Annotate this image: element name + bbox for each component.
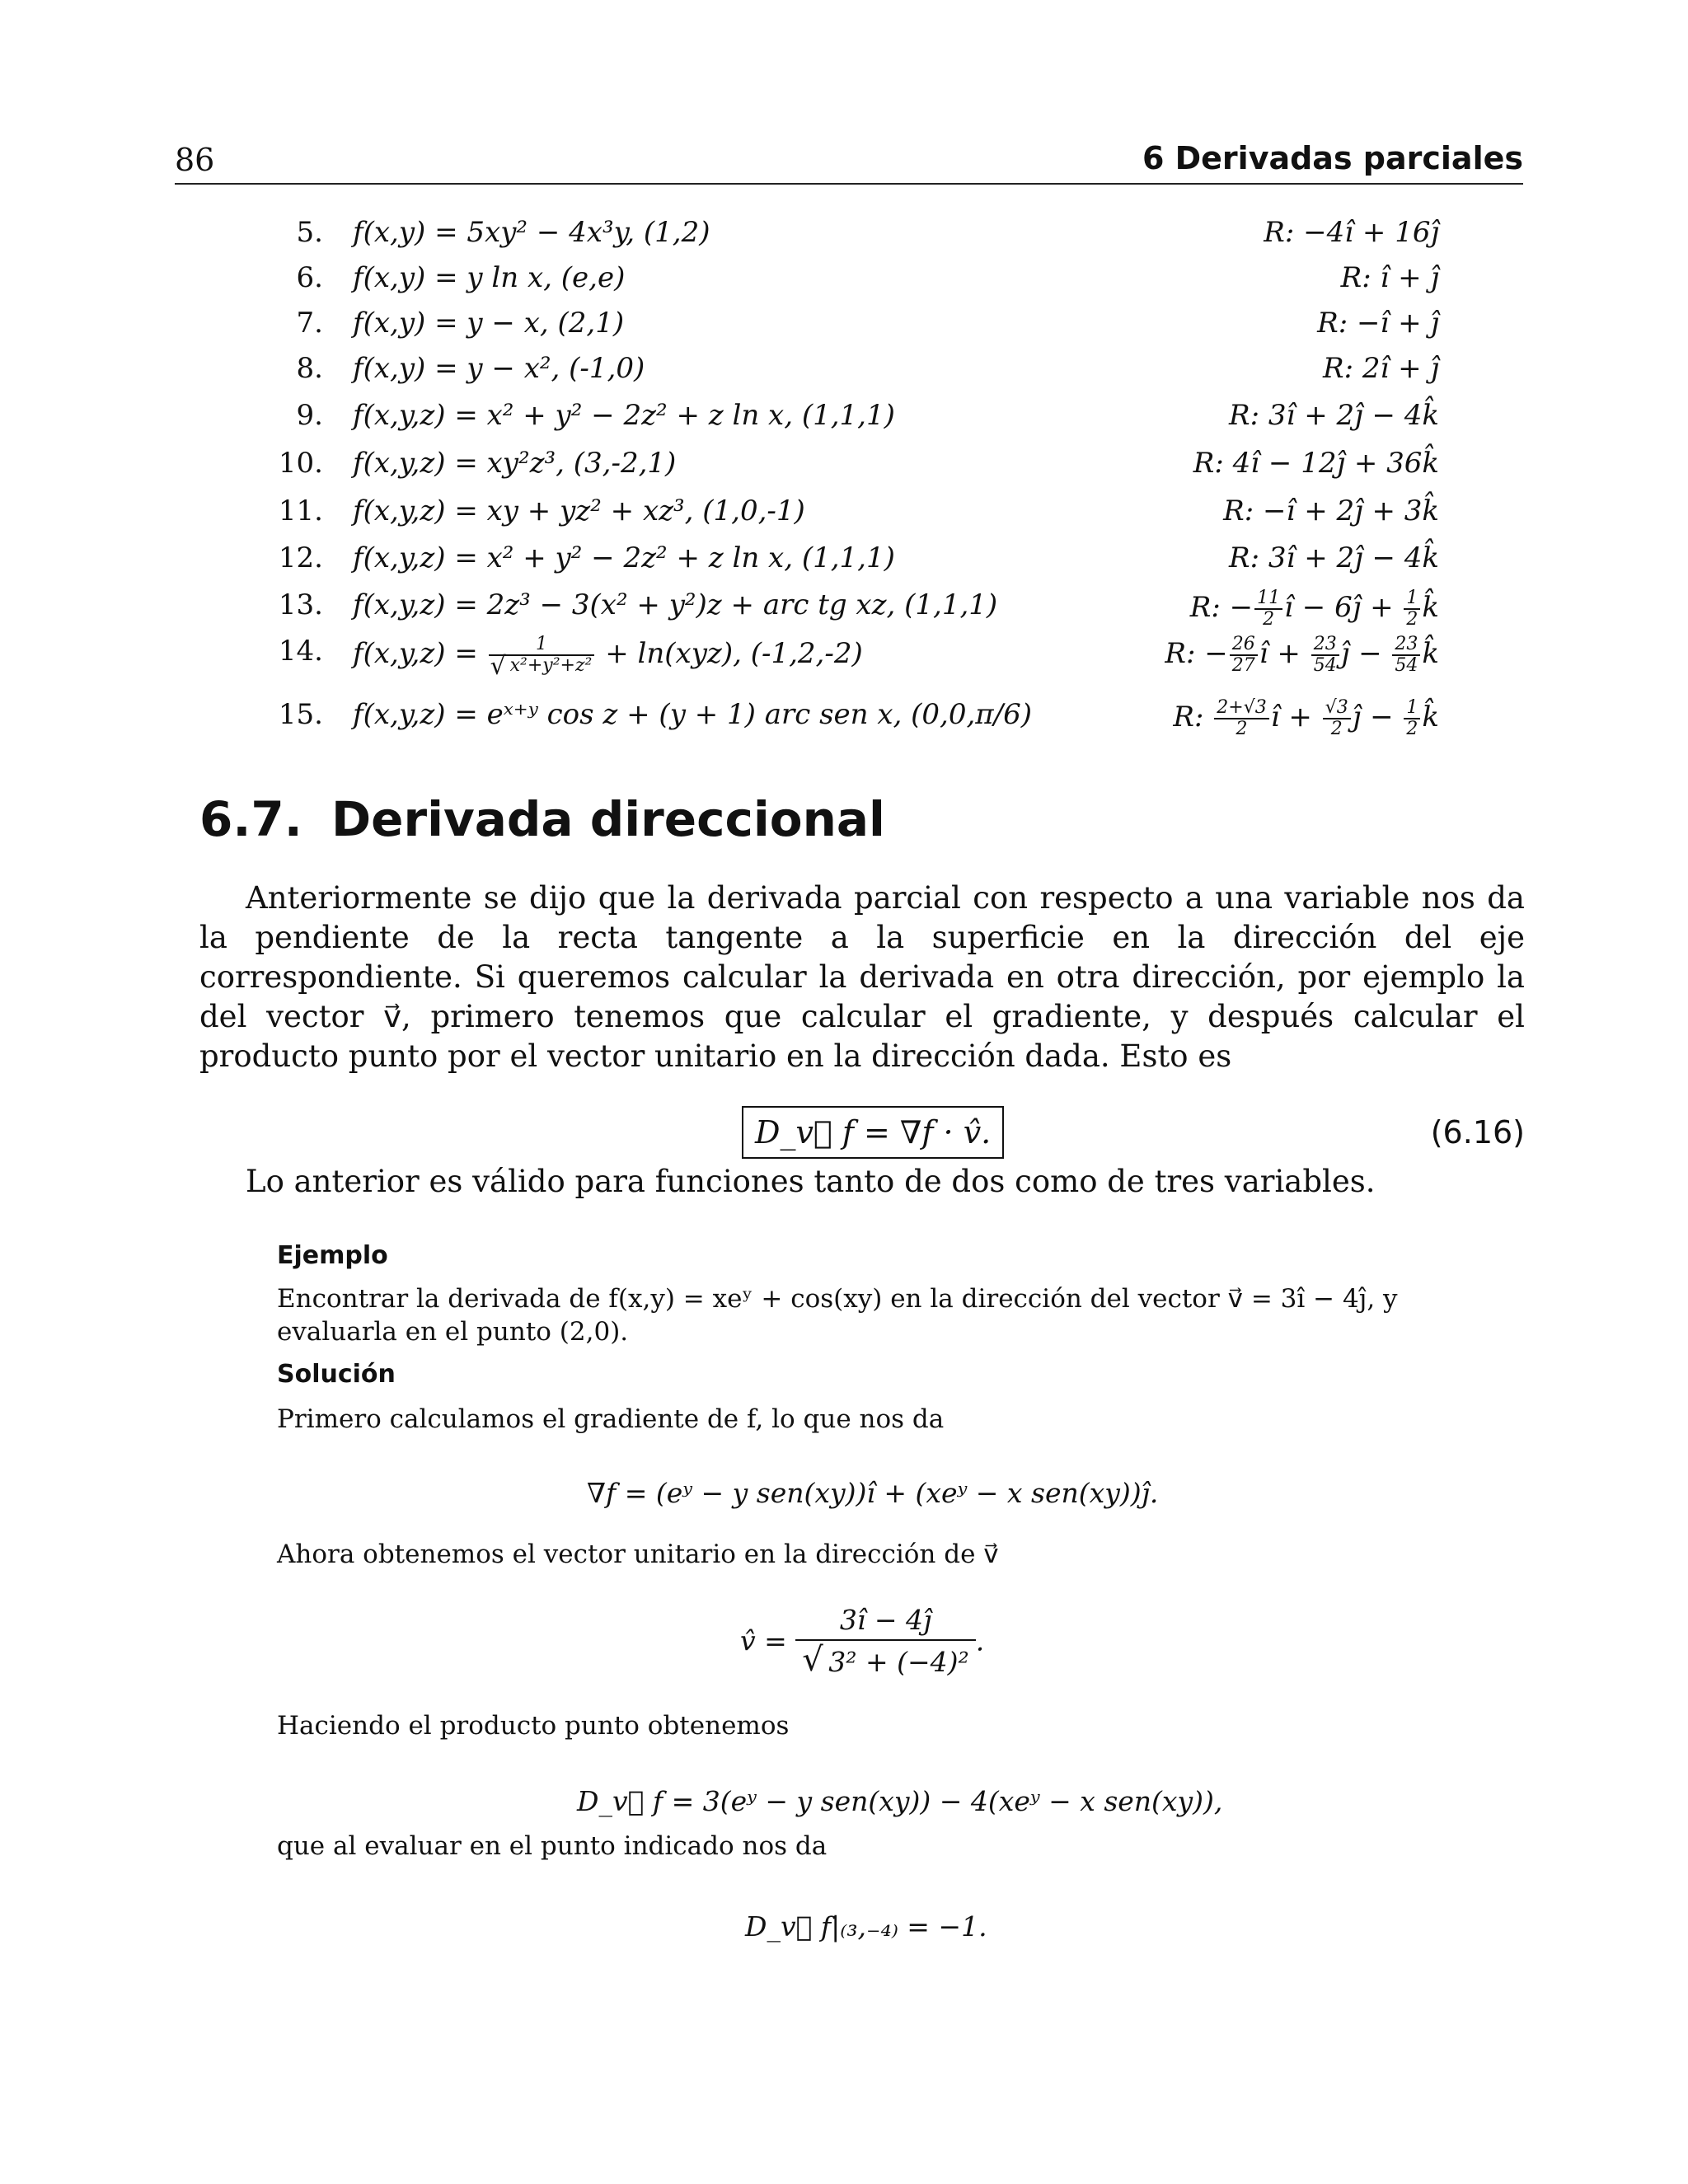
- exercise-function: f(x,y,z) = xy + yz² + xz³, (1,0,-1): [353, 494, 805, 527]
- exercise-function: f(x,y,z) = 2z³ − 3(x² + y²)z + arc tg xz, (1,1,1): [353, 588, 998, 621]
- exercise-answer: R: 4î − 12ĵ + 36k̂: [1193, 447, 1439, 480]
- section-title: Derivada direccional: [331, 791, 885, 847]
- exercise-number: 11.: [278, 494, 323, 527]
- gradient-equation: ∇f = (eʸ − y sen(xy))î + (xeʸ − x sen(xy))ĵ.: [587, 1477, 1159, 1509]
- unit-vector-equation: v̂ = 3î − 4ĵ √ 3² + (−4)² .: [740, 1604, 984, 1678]
- exercise-answer: R: 2î + ĵ: [1322, 352, 1439, 385]
- example-label: Ejemplo: [277, 1241, 388, 1270]
- exercise-answer: R: 3î + 2ĵ − 4k̂: [1229, 399, 1439, 432]
- running-header: [175, 138, 1523, 185]
- exercise-answer: R: −î + ĵ: [1317, 307, 1439, 340]
- exercise-function: f(x,y) = y − x, (2,1): [353, 307, 625, 340]
- exercise-answer: R: î + ĵ: [1340, 261, 1439, 294]
- equation-number: (6.16): [1430, 1114, 1525, 1151]
- exercise-number: 15.: [278, 698, 323, 731]
- exercise-function: f(x,y) = 5xy² − 4x³y, (1,2): [353, 216, 710, 249]
- solution-step-2: Ahora obtenemos el vector unitario en la dirección de v⃗: [277, 1540, 999, 1569]
- exercise-number: 12.: [278, 541, 323, 574]
- exercise-number: 13.: [278, 588, 323, 621]
- page-number: 86: [175, 142, 215, 178]
- chapter-title: 6 Derivadas parciales: [1142, 140, 1523, 176]
- exercise-number: 8.: [296, 352, 323, 385]
- exercise-number: 14.: [278, 635, 323, 668]
- exercise-number: 9.: [296, 399, 323, 432]
- dot-product-equation: D_v⃗ f = 3(eʸ − y sen(xy)) − 4(xeʸ − x sen(xy)),: [577, 1785, 1223, 1817]
- exercise-item: [0, 698, 1688, 744]
- exercise-answer: R: −î + 2ĵ + 3k̂: [1223, 494, 1439, 527]
- exercise-number: 6.: [296, 261, 323, 294]
- exercise-number: 5.: [296, 216, 323, 249]
- section-number: 6.7.: [199, 791, 302, 847]
- exercise-function: f(x,y,z) = x² + y² − 2z² + z ln x, (1,1,1): [353, 399, 895, 432]
- intro-paragraph: Anteriormente se dijo que la derivada parcial con respecto a una variable nos da la pendiente de la recta tangente a la superficie en la dirección del eje correspondiente. Si queremos calcular la derivada en otra dirección, por ejemplo la del vector v⃗, primero tenemos que calcular el gradiente, y después calcular el producto punto por el vector unitario en la dirección dada. Esto es: [199, 880, 1525, 1074]
- exercise-item: [0, 541, 1688, 588]
- boxed-equation: D_v⃗ f = ∇f · v̂.: [742, 1106, 1004, 1159]
- solution-label: Solución: [277, 1360, 396, 1389]
- solution-step-4: que al evaluar en el punto indicado nos da: [277, 1831, 828, 1861]
- exercise-item: [0, 216, 1688, 262]
- exercise-function: f(x,y,z) = x² + y² − 2z² + z ln x, (1,1,1): [353, 541, 895, 574]
- exercise-answer: R: 3î + 2ĵ − 4k̂: [1229, 541, 1439, 574]
- exercise-answer: R: $\frac{2+√3}{2}$ î + $\frac{√3}{2}$ ĵ − $\frac{1}{2}$ k̂: [1173, 697, 1439, 740]
- exercise-function: f(x,y,z) = eˣ⁺ʸ cos z + (y + 1) arc sen x, (0,0,π/6): [353, 698, 1032, 731]
- exercise-answer: R: − $\frac{11}{2}$ î − 6ĵ + $\frac{1}{2}$ k̂: [1189, 588, 1439, 630]
- exercise-item: [0, 352, 1688, 398]
- exercise-function: f(x,y) = y ln x, (e,e): [353, 261, 626, 294]
- exercise-item: [0, 399, 1688, 445]
- exercise-item: [0, 307, 1688, 353]
- exercise-answer: R: −4î + 16ĵ: [1264, 216, 1439, 249]
- exercise-item: [0, 588, 1688, 635]
- solution-step-3: Haciendo el producto punto obtenemos: [277, 1711, 790, 1741]
- exercise-item: [0, 635, 1688, 681]
- solution-step-1: Primero calculamos el gradiente de f, lo que nos da: [277, 1404, 945, 1434]
- exercise-number: 10.: [278, 447, 323, 480]
- exercise-number: 7.: [296, 307, 323, 340]
- exercise-function: f(x,y,z) = 1 √ x²+y²+z² + ln(xyz), (-1,2,-2): [353, 635, 863, 676]
- example-statement: Encontrar la derivada de f(x,y) = xeʸ + cos(xy) en la dirección del vector v⃗ = 3î − 4ĵ, y evaluarla en el punto (2,0).: [277, 1284, 1398, 1347]
- exercise-function: f(x,y,z) = xy²z³, (3,-2,1): [353, 447, 677, 480]
- exercise-function: f(x,y) = y − x², (-1,0): [353, 352, 645, 385]
- paragraph-after-equation: Lo anterior es válido para funciones tanto de dos como de tres variables.: [246, 1164, 1376, 1199]
- exercise-item: [0, 447, 1688, 493]
- exercise-answer: R: − $\frac{26}{27}$ î + $\frac{23}{54}$ ĵ − $\frac{23}{54}$ k̂: [1165, 634, 1439, 677]
- exercise-item: [0, 494, 1688, 541]
- result-equation: D_v⃗ f|₍₃,₋₄₎ = −1.: [745, 1910, 987, 1943]
- exercise-item: [0, 261, 1688, 307]
- section-heading: [199, 791, 885, 847]
